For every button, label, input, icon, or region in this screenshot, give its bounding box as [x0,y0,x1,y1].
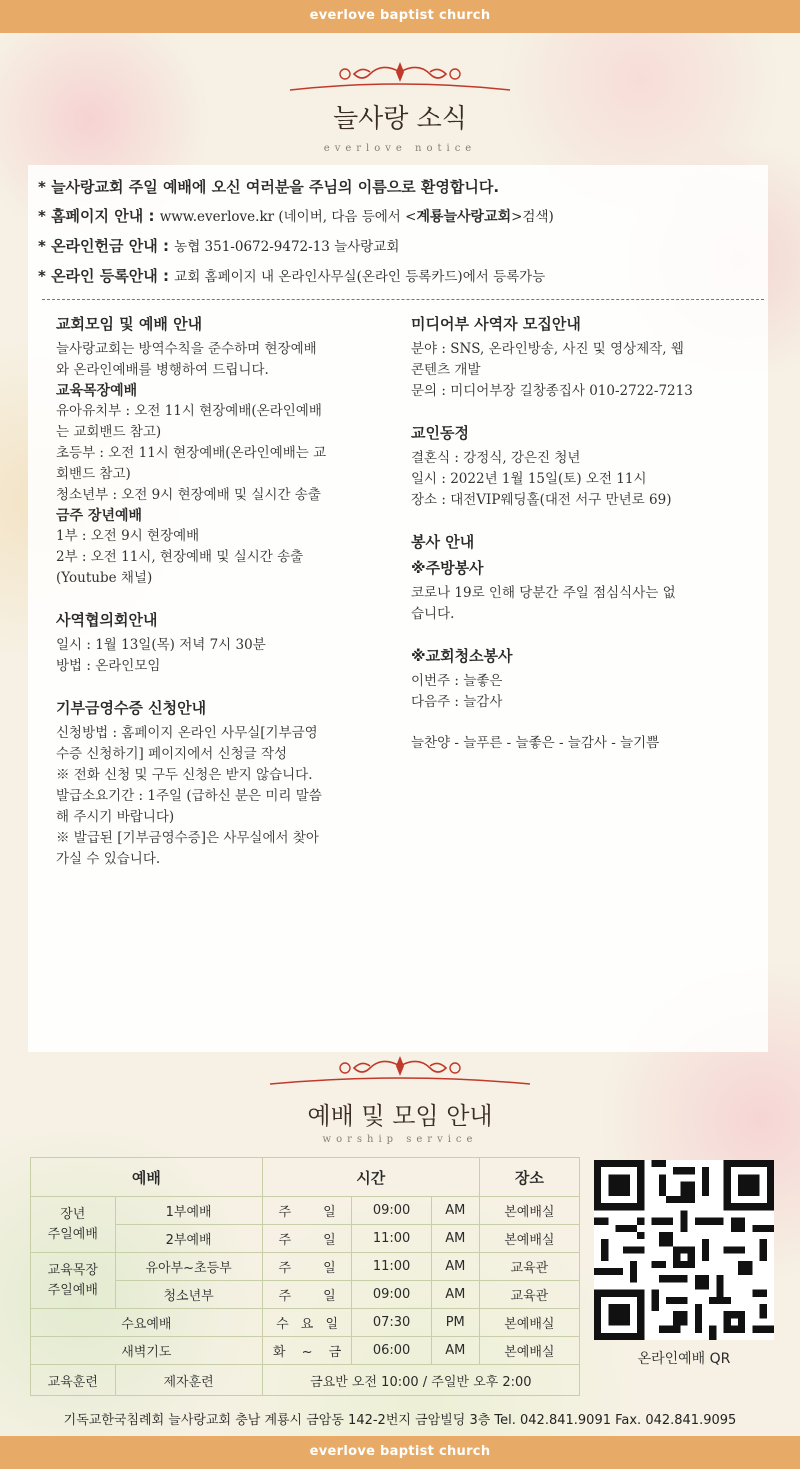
donation-line: ※ 발급된 [기부금영수증]은 사무실에서 찾아 [56,830,319,846]
service-ampm: PM [431,1309,479,1337]
service-place: 교육관 [479,1253,579,1281]
edu-worship-heading: 교육목장예배 [56,383,138,399]
service-day: 주 일 [262,1281,352,1309]
donation-line: 해 주시기 바랍니다) [56,809,175,825]
service-ampm: AM [431,1253,479,1281]
schedule-title: 예배 및 모임 안내 [307,1102,493,1130]
edu-line: 회밴드 참고) [56,466,131,482]
edu-line: 청소년부 : 오전 9시 현장예배 및 실시간 송출 [56,487,321,503]
donation-line: 수증 신청하기] 페이지에서 신청글 작성 [56,746,288,762]
service-day: 화 ~ 금 [262,1337,352,1365]
service-time: 11:00 [352,1253,431,1281]
service-time: 09:00 [352,1197,431,1225]
ornament-flourish-bottom [260,1052,540,1092]
notice-welcome: * 늘사랑교회 주일 예배에 오신 여러분을 주님의 이름으로 환영합니다. [38,178,500,196]
edu-line: 초등부 : 오전 11시 현장예배(온라인예배는 교 [56,445,327,461]
worship-intro-line: 와 온라인예배를 병행하여 드립니다. [56,362,269,378]
service-heading: 봉사 안내 [411,533,475,551]
service-ampm: AM [431,1197,479,1225]
kitchen-service-heading: ※주방봉사 [411,559,484,577]
qr-code-icon[interactable] [594,1160,774,1340]
service-name: 수요예배 [31,1309,263,1337]
edu-line: 는 교회밴드 참고) [56,424,162,440]
table-row [31,1309,580,1337]
service-name: 청소년부 [115,1281,262,1309]
news-line: 일시 : 2022년 1월 15일(토) 오전 11시 [411,471,647,487]
notice-subtitle: everlove notice [323,143,477,154]
notice-title: 늘사랑 소식 [333,104,467,134]
col-header-time: 시간 [262,1158,479,1197]
news-heading: 교인동정 [411,424,469,442]
news-line: 결혼식 : 강정식, 강은진 청년 [411,450,581,466]
table-row [31,1197,580,1225]
header-bar: everlove baptist church [0,0,800,33]
service-time: 07:30 [352,1309,431,1337]
media-heading: 미디어부 사역자 모집안내 [411,315,581,333]
col-header-service: 예배 [31,1158,263,1197]
right-column [411,313,756,754]
service-time: 06:00 [352,1337,431,1365]
adult-line: 1부 : 오전 9시 현장예배 [56,528,200,544]
service-day: 주 일 [262,1225,352,1253]
dashed-divider [42,299,764,300]
media-line: 문의 : 미디어부장 길창종집사 010-2722-7213 [411,383,693,399]
training-time: 금요반 오전 10:00 / 주일반 오후 2:00 [262,1365,579,1396]
left-column [56,313,376,870]
service-ampm: AM [431,1225,479,1253]
service-place: 본예배실 [479,1197,579,1225]
service-ampm: AM [431,1281,479,1309]
notice-homepage: * 홈페이지 안내 : www.everlove.kr (네이버, 다음 등에서 <계룡늘사랑교회>검색) [38,207,554,225]
group-edu: 교육목장 주일예배 [31,1253,116,1309]
schedule-table [30,1157,580,1396]
service-name: 유아부~초등부 [115,1253,262,1281]
news-line: 장소 : 대전VIP웨딩홀(대전 서구 만년로 69) [411,492,672,508]
service-day: 주 일 [262,1197,352,1225]
council-line: 방법 : 온라인모임 [56,658,161,674]
worship-heading: 교회모임 및 예배 안내 [56,315,203,333]
col-header-place: 장소 [479,1158,579,1197]
donation-line: 신청방법 : 홈페이지 온라인 사무실[기부금영 [56,725,318,741]
service-place: 교육관 [479,1281,579,1309]
cleaning-line: 이번주 : 늘좋은 [411,673,503,689]
donation-line: 발급소요기간 : 1주일 (급하신 분은 미리 말씀 [56,788,322,804]
service-time: 11:00 [352,1225,431,1253]
table-row [31,1253,580,1281]
adult-line: 2부 : 오전 11시, 현장예배 및 실시간 송출 [56,549,304,565]
service-place: 본예배실 [479,1225,579,1253]
group-adult: 장년 주일예배 [31,1197,116,1253]
notice-list [38,173,758,292]
footer-address: 기독교한국침례회 늘사랑교회 충남 계룡시 금암동 142-2번지 금암빌딩 3층 Tel. 042.841.9091 Fax. 042.841.9095 [63,1413,737,1428]
footer-bar: everlove baptist church [0,1436,800,1469]
ornament-flourish-top [270,58,530,98]
adult-worship-heading: 금주 장년예배 [56,508,143,524]
service-name: 2부예배 [115,1225,262,1253]
table-row [31,1337,580,1365]
training-name: 제자훈련 [115,1365,262,1396]
cleaning-line: 다음주 : 늘감사 [411,694,503,710]
cleaning-rotation: 늘찬양 - 늘푸른 - 늘좋은 - 늘감사 - 늘기쁨 [411,735,660,751]
group-training: 교육훈련 [31,1365,116,1396]
service-place: 본예배실 [479,1309,579,1337]
schedule-subtitle: worship service [322,1134,478,1145]
worship-intro-line: 늘사랑교회는 방역수칙을 준수하며 현장예배 [56,341,317,357]
service-place: 본예배실 [479,1337,579,1365]
notice-online-offering: * 온라인헌금 안내 : 농협 351-0672-9472-13 늘사랑교회 [38,237,400,255]
service-day: 수 요 일 [262,1309,352,1337]
council-heading: 사역협의회안내 [56,611,158,629]
council-line: 일시 : 1월 13일(목) 저녁 7시 30분 [56,637,266,653]
service-day: 주 일 [262,1253,352,1281]
service-ampm: AM [431,1337,479,1365]
notice-online-registration: * 온라인 등록안내 : 교회 홈페이지 내 온라인사무실(온라인 등록카드)에서 등록가능 [38,267,546,285]
qr-label: 온라인예배 QR [637,1351,731,1367]
service-name: 1부예배 [115,1197,262,1225]
media-line: 분야 : SNS, 온라인방송, 사진 및 영상제작, 웹 [411,341,684,357]
cleaning-service-heading: ※교회청소봉사 [411,647,513,665]
adult-line: (Youtube 채널) [56,570,153,586]
kitchen-line: 습니다. [411,606,455,622]
service-time: 09:00 [352,1281,431,1309]
service-name: 새벽기도 [31,1337,263,1365]
donation-line: ※ 전화 신청 및 구두 신청은 받지 않습니다. [56,767,313,783]
donation-heading: 기부금영수증 신청안내 [56,699,207,717]
kitchen-line: 코로나 19로 인해 당분간 주일 점심식사는 없 [411,585,676,601]
edu-line: 유아유치부 : 오전 11시 현장예배(온라인예배 [56,403,322,419]
table-row [31,1365,580,1396]
notice-panel [28,165,768,1052]
table-header-row [31,1158,580,1197]
donation-line: 가실 수 있습니다. [56,851,161,867]
media-line: 콘텐츠 개발 [411,362,481,378]
